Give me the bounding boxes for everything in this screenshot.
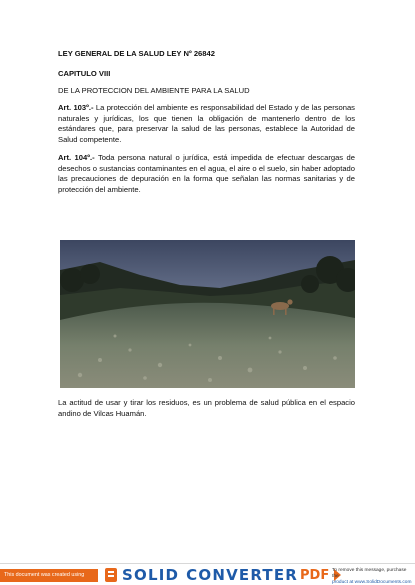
watermark-footer — [0, 563, 415, 585]
solid-converter-logo — [104, 565, 342, 585]
landscape-photo — [60, 240, 355, 388]
article-104-text: Toda persona natural o jurídica, está impedida de efectuar descargas de desechos o sustancias contaminantes en el agua, el aire o el suelo, sin haber adoptado las precauciones de depuración en la forma que señalan las normas sanitarias y de protección del ambiente. — [58, 153, 355, 194]
created-using-notice: This document was created using — [0, 569, 98, 582]
article-104 — [58, 153, 355, 195]
article-104-number: Art. 104º.- — [58, 153, 95, 162]
purchase-notice[interactable] — [332, 568, 412, 585]
brand-solid: SOLID — [122, 566, 180, 584]
purchase-notice-line2[interactable]: product at www.SolidDocuments.com — [332, 580, 412, 585]
brand-converter: CONVERTER — [186, 566, 299, 584]
brand-pdf: PDF — [300, 567, 330, 583]
photo-caption: La actitud de usar y tirar los residuos, es un problema de salud pública en el espacio andino de Vilcas Huamán. — [58, 398, 355, 418]
section-heading: DE LA PROTECCION DEL AMBIENTE PARA LA SALUD — [58, 86, 250, 95]
article-103-text: La protección del ambiente es responsabilidad del Estado y de las personas naturales y jurídicas, los que tienen la obligación de mantenerlo dentro de los estándares que, para preservar la salud de las personas, establece la Autoridad de Salud competente. — [58, 103, 355, 144]
purchase-notice-line1: To remove this message, purchase the — [332, 568, 407, 579]
chapter-heading: CAPITULO VIII — [58, 69, 111, 78]
document-title: LEY GENERAL DE LA SALUD LEY Nº 26842 — [58, 49, 215, 58]
solid-converter-mark-icon — [104, 567, 118, 583]
article-103-number: Art. 103º.- — [58, 103, 94, 112]
article-103 — [58, 103, 355, 145]
